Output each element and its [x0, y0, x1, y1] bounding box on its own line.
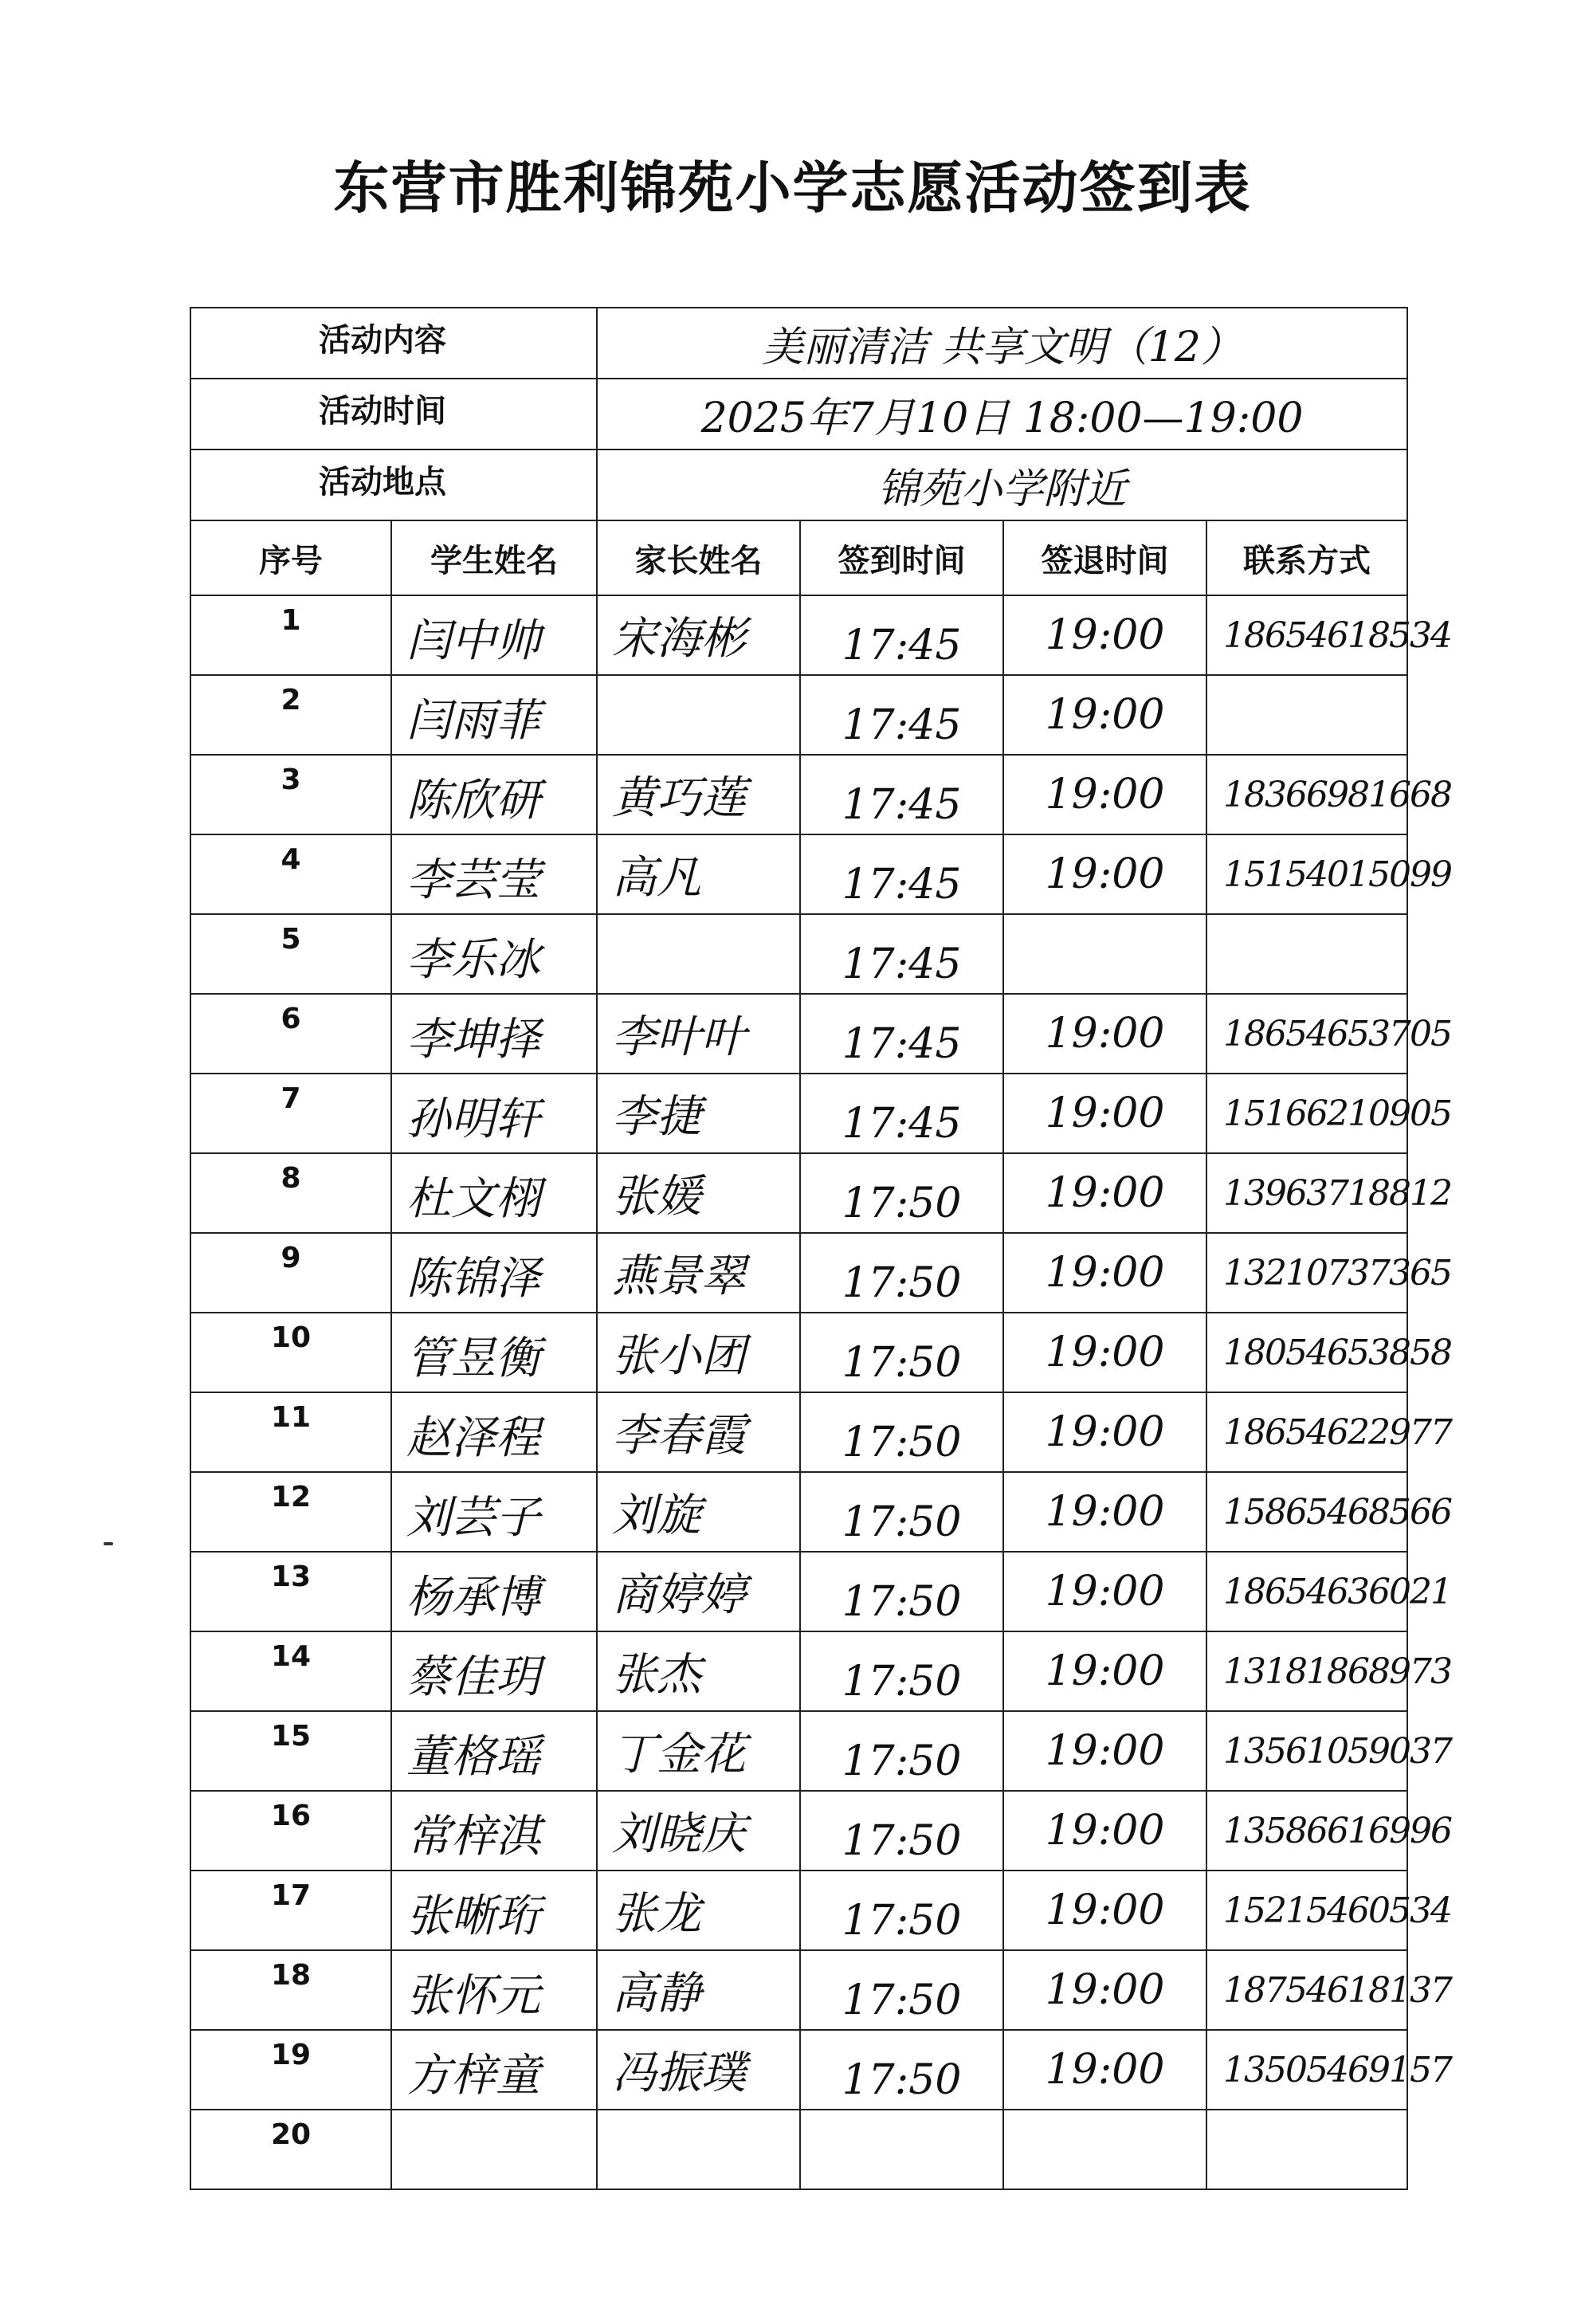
- student-name: 赵泽程: [391, 1392, 597, 1472]
- parent-name: 商婷婷: [597, 1552, 800, 1631]
- student-name: 方梓童: [391, 2030, 597, 2110]
- table-row: [190, 1392, 1407, 1472]
- data-rows: [190, 595, 1451, 2189]
- signin-table: [190, 307, 1451, 2190]
- student-name: 管昱衡: [391, 1313, 597, 1392]
- student-name: 闫中帅: [391, 595, 597, 675]
- checkin-time: 17:50: [800, 1871, 1003, 1950]
- checkin-time: 17:50: [800, 1552, 1003, 1631]
- table-row: [190, 595, 1407, 675]
- table-row: [190, 914, 1407, 994]
- checkout-time: 19:00: [1003, 1233, 1206, 1313]
- checkin-time: 17:50: [800, 1950, 1003, 2030]
- activity-content-label: 活动内容: [190, 308, 597, 379]
- parent-name: 李捷: [597, 1074, 800, 1153]
- row-number: 7: [190, 1074, 391, 1153]
- checkout-time: 19:00: [1003, 1472, 1206, 1552]
- page-title: 东营市胜利锦苑小学志愿活动签到表: [333, 155, 1252, 221]
- parent-name: [597, 675, 800, 755]
- checkout-time: 19:00: [1003, 834, 1206, 914]
- header-student: 学生姓名: [391, 520, 597, 595]
- checkout-time: [1003, 2110, 1206, 2189]
- checkin-time: 17:45: [800, 1074, 1003, 1153]
- contact-phone: [1206, 675, 1407, 755]
- parent-name: 高凡: [597, 834, 800, 914]
- checkout-time: 19:00: [1003, 595, 1206, 675]
- row-number: 6: [190, 994, 391, 1074]
- checkin-time: 17:50: [800, 1313, 1003, 1392]
- table-row: [190, 994, 1407, 1074]
- student-name: 张怀元: [391, 1950, 597, 2030]
- checkin-time: 17:45: [800, 834, 1003, 914]
- parent-name: 李叶叶: [597, 994, 800, 1074]
- contact-phone: [1206, 2110, 1407, 2189]
- table-row: [190, 1791, 1407, 1871]
- row-number: 16: [190, 1791, 391, 1871]
- parent-name: 高静: [597, 1950, 800, 2030]
- header-parent: 家长姓名: [597, 520, 800, 595]
- table-row: [190, 1233, 1407, 1313]
- table-row: [190, 755, 1407, 834]
- parent-name: [597, 2110, 800, 2189]
- checkin-time: 17:45: [800, 755, 1003, 834]
- contact-phone: 18654618534: [1206, 595, 1407, 675]
- row-number: 20: [190, 2110, 391, 2189]
- checkin-time: 17:45: [800, 994, 1003, 1074]
- student-name: 李坤择: [391, 994, 597, 1074]
- table-row: [190, 1552, 1407, 1631]
- contact-phone: 18054653858: [1206, 1313, 1407, 1392]
- contact-phone: 18654653705: [1206, 994, 1407, 1074]
- contact-phone: 15166210905: [1206, 1074, 1407, 1153]
- checkout-time: 19:00: [1003, 675, 1206, 755]
- checkin-time: 17:45: [800, 675, 1003, 755]
- checkout-time: 19:00: [1003, 2030, 1206, 2110]
- activity-content-value: 美丽清洁 共享文明（12）: [597, 308, 1407, 379]
- student-name: 董格瑶: [391, 1711, 597, 1791]
- activity-content-row: [190, 308, 1407, 379]
- contact-phone: 13210737365: [1206, 1233, 1407, 1313]
- row-number: 12: [190, 1472, 391, 1552]
- checkout-time: 19:00: [1003, 1552, 1206, 1631]
- checkout-time: 19:00: [1003, 1074, 1206, 1153]
- checkout-time: 19:00: [1003, 755, 1206, 834]
- checkout-time: 19:00: [1003, 1153, 1206, 1233]
- row-number: 15: [190, 1711, 391, 1791]
- row-number: 1: [190, 595, 391, 675]
- checkout-time: 19:00: [1003, 1313, 1206, 1392]
- parent-name: 刘晓庆: [597, 1791, 800, 1871]
- checkout-time: [1003, 914, 1206, 994]
- parent-name: 宋海彬: [597, 595, 800, 675]
- activity-time-label: 活动时间: [190, 379, 597, 449]
- checkout-time: 19:00: [1003, 1791, 1206, 1871]
- contact-phone: 13181868973: [1206, 1631, 1407, 1711]
- contact-phone: 18366981668: [1206, 755, 1407, 834]
- row-number: 5: [190, 914, 391, 994]
- table-row: [190, 2030, 1407, 2110]
- parent-name: 刘旋: [597, 1472, 800, 1552]
- student-name: 李芸莹: [391, 834, 597, 914]
- checkin-time: 17:45: [800, 595, 1003, 675]
- row-number: 2: [190, 675, 391, 755]
- student-name: 闫雨菲: [391, 675, 597, 755]
- table-row: [190, 1074, 1407, 1153]
- row-number: 17: [190, 1871, 391, 1950]
- checkin-time: [800, 2110, 1003, 2189]
- row-number: 11: [190, 1392, 391, 1472]
- parent-name: 丁金花: [597, 1711, 800, 1791]
- contact-phone: 13586616996: [1206, 1791, 1407, 1871]
- checkout-time: 19:00: [1003, 1631, 1206, 1711]
- student-name: 杨承博: [391, 1552, 597, 1631]
- row-number: 13: [190, 1552, 391, 1631]
- contact-phone: 18654622977: [1206, 1392, 1407, 1472]
- table-row: [190, 1153, 1407, 1233]
- row-number: 4: [190, 834, 391, 914]
- student-name: 杜文栩: [391, 1153, 597, 1233]
- parent-name: 燕景翠: [597, 1233, 800, 1313]
- student-name: 陈欣研: [391, 755, 597, 834]
- checkin-time: 17:50: [800, 2030, 1003, 2110]
- row-number: 10: [190, 1313, 391, 1392]
- checkout-time: 19:00: [1003, 1950, 1206, 2030]
- row-number: 19: [190, 2030, 391, 2110]
- table-row: [190, 1950, 1407, 2030]
- checkin-time: 17:50: [800, 1711, 1003, 1791]
- table-row: [190, 675, 1407, 755]
- row-number: 8: [190, 1153, 391, 1233]
- contact-phone: [1206, 914, 1407, 994]
- checkin-time: 17:50: [800, 1631, 1003, 1711]
- contact-phone: 13963718812: [1206, 1153, 1407, 1233]
- checkin-time: 17:50: [800, 1153, 1003, 1233]
- table-row: [190, 1711, 1407, 1791]
- row-number: 18: [190, 1950, 391, 2030]
- checkout-time: 19:00: [1003, 994, 1206, 1074]
- contact-phone: 15154015099: [1206, 834, 1407, 914]
- checkin-time: 17:50: [800, 1233, 1003, 1313]
- table-row: [190, 1313, 1407, 1392]
- student-name: 李乐冰: [391, 914, 597, 994]
- contact-phone: 18654636021: [1206, 1552, 1407, 1631]
- checkin-time: 17:50: [800, 1392, 1003, 1472]
- contact-phone: 13505469157: [1206, 2030, 1407, 2110]
- row-number: 9: [190, 1233, 391, 1313]
- checkout-time: 19:00: [1003, 1871, 1206, 1950]
- student-name: [391, 2110, 597, 2189]
- activity-place-value: 锦苑小学附近: [597, 449, 1407, 520]
- row-number: 3: [190, 755, 391, 834]
- parent-name: 黄巧莲: [597, 755, 800, 834]
- student-name: 常梓淇: [391, 1791, 597, 1871]
- parent-name: 冯振璞: [597, 2030, 800, 2110]
- checkout-time: 19:00: [1003, 1392, 1206, 1472]
- student-name: 孙明轩: [391, 1074, 597, 1153]
- table-row: [190, 834, 1407, 914]
- checkin-time: 17:45: [800, 914, 1003, 994]
- header-checkin: 签到时间: [800, 520, 1003, 595]
- header-no: 序号: [190, 520, 391, 595]
- parent-name: 李春霞: [597, 1392, 800, 1472]
- checkin-time: 17:50: [800, 1472, 1003, 1552]
- parent-name: 张龙: [597, 1871, 800, 1950]
- header-checkout: 签退时间: [1003, 520, 1206, 595]
- checkout-time: 19:00: [1003, 1711, 1206, 1791]
- parent-name: [597, 914, 800, 994]
- checkin-time: 17:50: [800, 1791, 1003, 1871]
- parent-name: 张小团: [597, 1313, 800, 1392]
- activity-place-row: [190, 449, 1407, 520]
- contact-phone: 15865468566: [1206, 1472, 1407, 1552]
- student-name: 刘芸子: [391, 1472, 597, 1552]
- contact-phone: 18754618137: [1206, 1950, 1407, 2030]
- activity-time-value: 2025年7月10日 18:00—19:00: [597, 379, 1407, 449]
- stray-mark: [104, 1542, 113, 1545]
- parent-name: 张媛: [597, 1153, 800, 1233]
- student-name: 蔡佳玥: [391, 1631, 597, 1711]
- activity-place-label: 活动地点: [190, 449, 597, 520]
- contact-phone: 15215460534: [1206, 1871, 1407, 1950]
- row-number: 14: [190, 1631, 391, 1711]
- table-row: [190, 1631, 1407, 1711]
- student-name: 张晰珩: [391, 1871, 597, 1950]
- table-row: [190, 1871, 1407, 1950]
- student-name: 陈锦泽: [391, 1233, 597, 1313]
- column-header-row: [190, 520, 1407, 595]
- activity-time-row: [190, 379, 1407, 449]
- parent-name: 张杰: [597, 1631, 800, 1711]
- header-contact: 联系方式: [1206, 520, 1407, 595]
- contact-phone: 13561059037: [1206, 1711, 1407, 1791]
- table-row: [190, 2110, 1407, 2189]
- table-row: [190, 1472, 1407, 1552]
